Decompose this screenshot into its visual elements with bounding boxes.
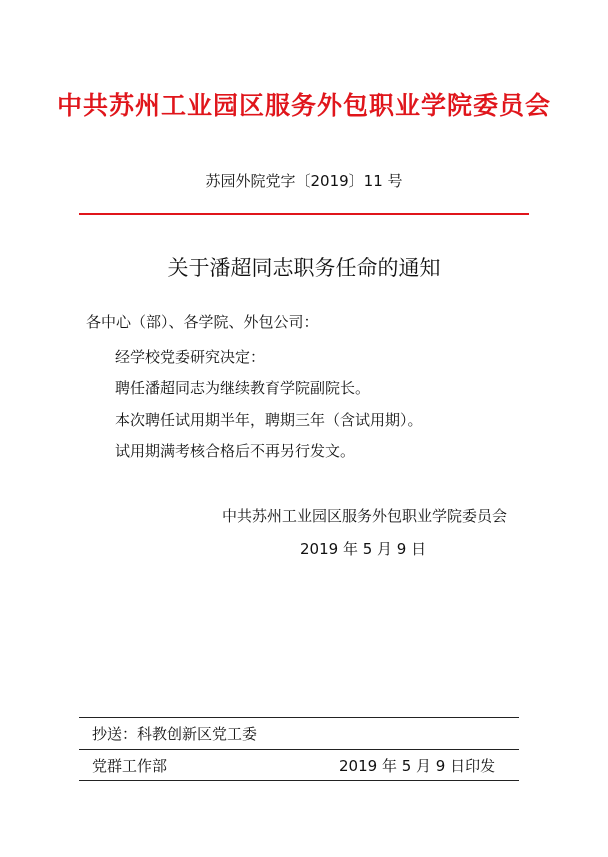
cc-line: 抄送：科教创新区党工委 — [92, 725, 258, 743]
document-number: 苏园外院党字〔2019〕11 号 — [205, 172, 403, 190]
masthead-title: 中共苏州工业园区服务外包职业学院委员会 — [56, 91, 551, 120]
print-date: 2019 年 5 月 9 日印发 — [339, 757, 496, 775]
paragraph-1: 经学校党委研究决定： — [115, 348, 266, 366]
red-divider — [79, 213, 529, 215]
footer-rule-middle — [79, 749, 519, 750]
paragraph-2: 聘任潘超同志为继续教育学院副院长。 — [115, 379, 371, 397]
issuer-department: 党群工作部 — [92, 757, 168, 775]
footer-rule-bottom — [79, 780, 519, 781]
signature-date: 2019 年 5 月 9 日 — [300, 540, 427, 558]
paragraph-4: 试用期满考核合格后不再另行发文。 — [115, 442, 356, 460]
footer-rule-top — [79, 717, 519, 718]
salutation: 各中心（部）、各学院、外包公司： — [86, 313, 319, 331]
paragraph-3: 本次聘任试用期半年，聘期三年（含试用期）。 — [115, 411, 423, 429]
signature-organization: 中共苏州工业园区服务外包职业学院委员会 — [222, 507, 508, 525]
document-title: 关于潘超同志职务任命的通知 — [167, 256, 441, 280]
